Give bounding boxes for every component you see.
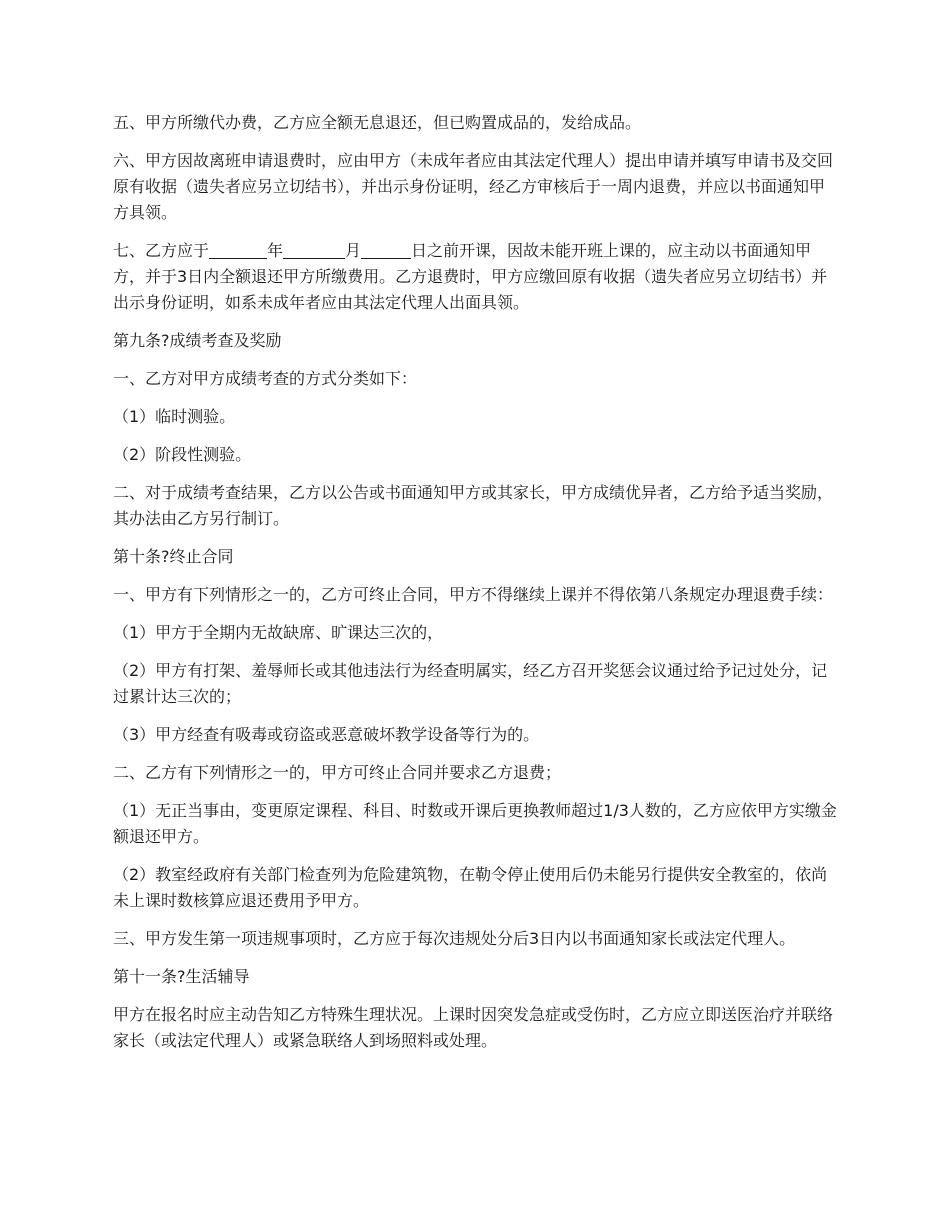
section-9-sub-1: （1）临时测验。: [113, 407, 236, 426]
section-10-item-1-sub-1: （1）甲方于全期内无故缺席、旷课达三次的，: [113, 623, 444, 642]
clause-7-year: 年: [267, 241, 284, 260]
month-blank: [283, 240, 345, 259]
document-page: [113, 110, 840, 1066]
section-10-item-1-sub-3: （3）甲方经查有吸毒或窃盗或恶意破坏教学设备等行为的。: [113, 725, 540, 744]
clause-7-month: 月: [345, 241, 362, 260]
section-10-item-1: 一、甲方有下列情形之一的，乙方可终止合同，甲方不得继续上课并不得依第八条规定办理退费手续：: [113, 585, 834, 604]
section-10-item-2-sub-1: （1）无正当事由，变更原定课程、科目、时数或开课后更换教师超过1/3人数的，乙方应依甲方实缴金额退还甲方。: [113, 801, 837, 846]
section-9-item-1: 一、乙方对甲方成绩考查的方式分类如下：: [113, 369, 418, 388]
section-9-heading: 第九条?成绩考查及奖励: [113, 331, 282, 350]
section-9-sub-2: （2）阶段性测验。: [113, 445, 252, 464]
section-10-item-1-sub-2: （2）甲方有打架、羞辱师长或其他违法行为经查明属实，经乙方召开奖惩会议通过给予记过处分，记过累计达三次的；: [113, 661, 828, 706]
section-9-item-2: 二、对于成绩考查结果，乙方以公告或书面通知甲方或其家长，甲方成绩优异者，乙方给予适当奖励，其办法由乙方另行制订。: [113, 483, 834, 528]
section-10-item-2-sub-2: （2）教室经政府有关部门检查列为危险建筑物，在勒令停止使用后仍未能另行提供安全教室的，依尚未上课时数核算应退还费用予甲方。: [113, 865, 828, 910]
section-11-heading: 第十一条?生活辅导: [113, 967, 250, 986]
section-10-item-2: 二、乙方有下列情形之一的，甲方可终止合同并要求乙方退费；: [113, 763, 562, 782]
clause-6-paragraph: 六、甲方因故离班申请退费时，应由甲方（未成年者应由其法定代理人）提出申请并填写申请书及交回原有收据（遗失者应另立切结书），并出示身份证明，经乙方审核后于一周内退费，并应以书面通知甲方具领。: [113, 151, 834, 222]
section-11-body: 甲方在报名时应主动告知乙方特殊生理状况。上课时因突发急症或受伤时，乙方应立即送医治疗并联络家长（或法定代理人）或紧急联络人到场照料或处理。: [113, 1005, 834, 1050]
clause-7-paragraph: [113, 238, 840, 316]
day-blank: [361, 240, 411, 259]
section-10-heading: 第十条?终止合同: [113, 547, 234, 566]
clause-7-prefix: 七、乙方应于: [113, 241, 210, 260]
section-10-item-3: 三、甲方发生第一项违规事项时，乙方应于每次违规处分后3日内以书面通知家长或法定代理人。: [113, 929, 796, 948]
clause-7-suffix: 日之前开课，因故未能开班上课的，应主动以书面通知甲方，并于3日内全额退还甲方所缴费用。乙方退费时，甲方应缴回原有收据（遗失者应另立切结书）并出示身份证明，如系未成年者应由其法定代理人出面具领。: [113, 241, 828, 312]
clause-5-paragraph: 五、甲方所缴代办费，乙方应全额无息退还，但已购置成品的，发给成品。: [113, 113, 642, 132]
year-blank: [209, 240, 267, 259]
